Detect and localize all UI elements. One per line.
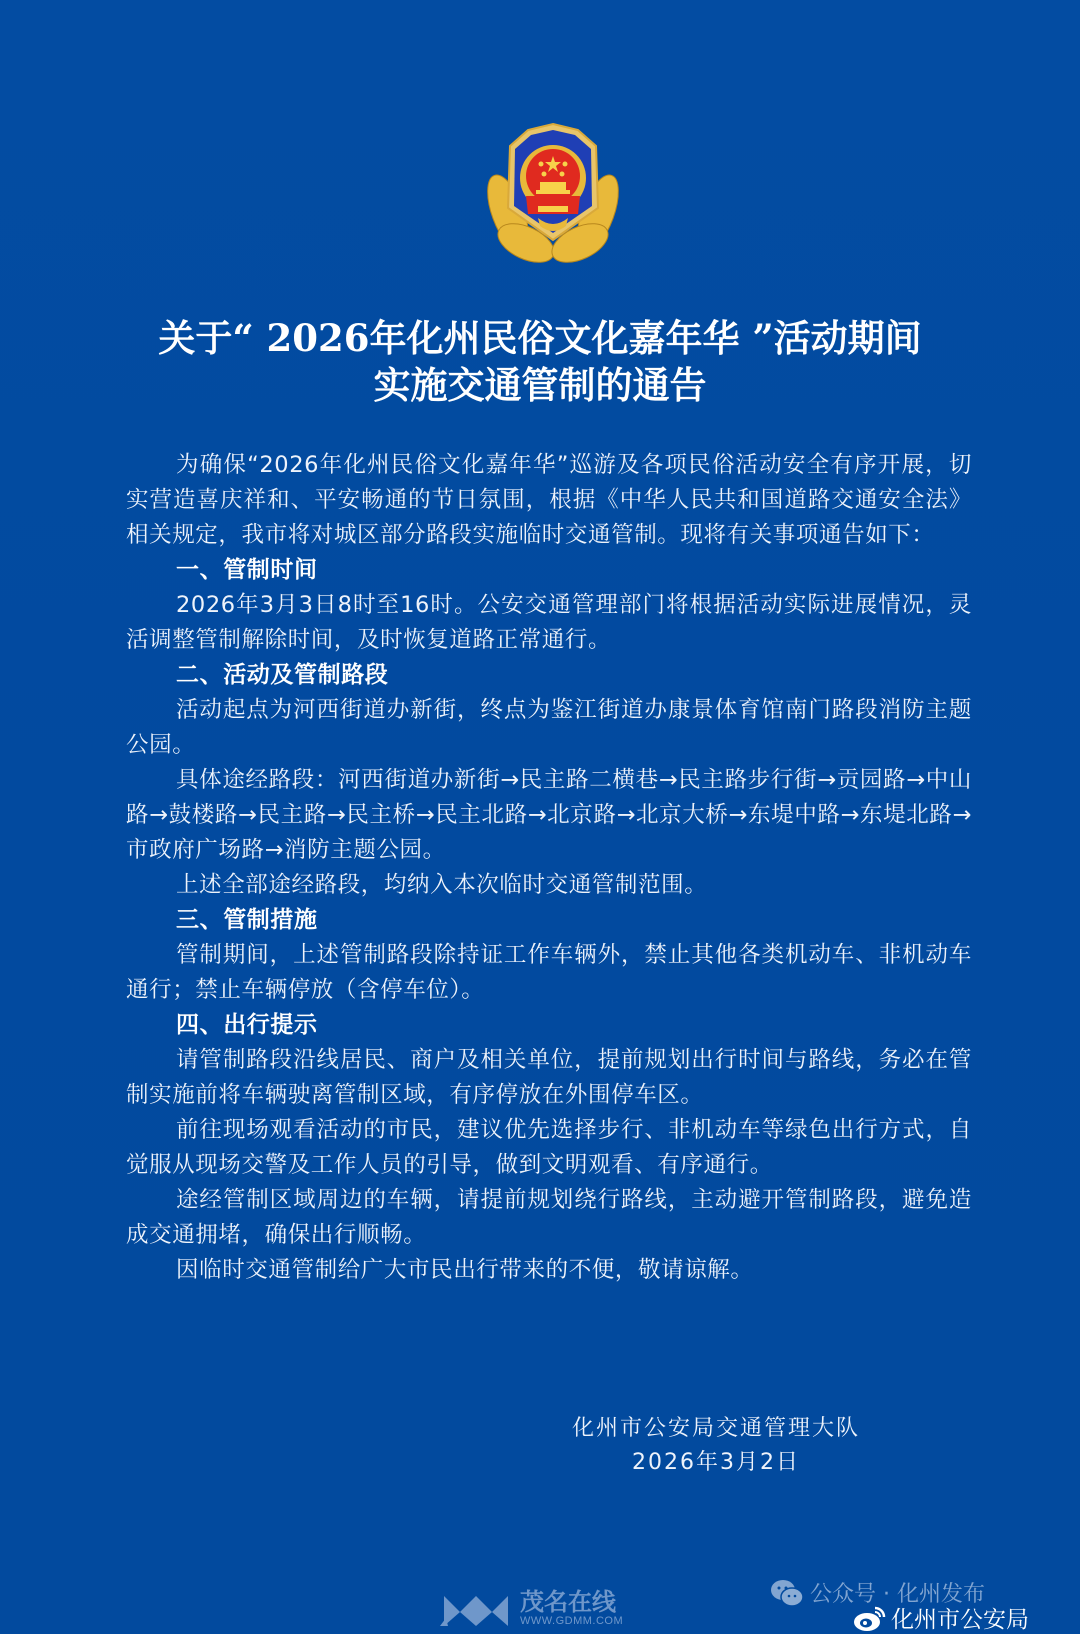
gdmm-logo-icon: [440, 1588, 512, 1628]
police-emblem-icon: [478, 118, 628, 270]
section-heading-tips: 四、出行提示: [176, 1012, 318, 1038]
notice-title-line1: 关于“ 2026年化州民俗文化嘉年华 ”活动期间: [158, 316, 922, 360]
section-paragraph: 因临时交通管制给广大市民出行带来的不便，敬请谅解。: [176, 1257, 754, 1283]
section-paragraph: 上述全部途经路段，均纳入本次临时交通管制范围。: [176, 872, 708, 898]
section-paragraph: 管制期间，上述管制路段除持证工作车辆外，禁止其他各类机动车、非机动车通行；禁止车辆停放（含停车位）。: [126, 942, 972, 1003]
section-paragraph: 途经管制区域周边的车辆，请提前规划绕行路线，主动避开管制路段，避免造成交通拥堵，确保出行顺畅。: [126, 1187, 972, 1248]
intro-paragraph: 为确保“2026年化州民俗文化嘉年华”巡游及各项民俗活动安全有序开展，切实营造喜庆祥和、平安畅通的节日氛围，根据《中华人民共和国道路交通安全法》相关规定，我市将对城区部分路段实施临时交通管制。现将有关事项通告如下：: [126, 452, 972, 548]
gdmm-site-url: WWW.GDMM.COM: [520, 1615, 624, 1627]
section-paragraph: 活动起点为河西街道办新街，终点为鉴江街道办康景体育馆南门路段消防主题公园。: [126, 697, 972, 758]
section-heading-measures: 三、管制措施: [176, 907, 318, 933]
section-paragraph: 具体途经路段：河西街道办新街→民主路二横巷→民主路步行街→贡园路→中山路→鼓楼路→民主路→民主桥→民主北路→北京路→北京大桥→东堤中路→东堤北路→市政府广场路→消防主题公园。: [126, 767, 972, 863]
section-paragraph: 请管制路段沿线居民、商户及相关单位，提前规划出行时间与路线，务必在管制实施前将车辆驶离管制区域，有序停放在外围停车区。: [126, 1047, 972, 1108]
weibo-icon: [853, 1604, 887, 1632]
section-heading-route: 二、活动及管制路段: [176, 662, 389, 688]
section-paragraph: 前往现场观看活动的市民，建议优先选择步行、非机动车等绿色出行方式，自觉服从现场交警及工作人员的引导，做到文明观看、有序通行。: [126, 1117, 972, 1178]
weibo-label: 化州市公安局: [891, 1607, 1029, 1633]
gdmm-watermark: [440, 1588, 623, 1628]
wechat-icon: [770, 1578, 804, 1608]
weibo-watermark: [853, 1601, 1029, 1634]
signature-org: 化州市公安局交通管理大队: [571, 1416, 860, 1441]
section-paragraph: 2026年3月3日8时至16时。公安交通管理部门将根据活动实际进展情况，灵活调整管制解除时间，及时恢复道路正常通行。: [126, 592, 972, 653]
section-heading-time: 一、管制时间: [176, 557, 318, 583]
notice-body: [126, 448, 972, 1288]
signature-date: 2026年3月2日: [632, 1450, 800, 1475]
notice-title-line2: 实施交通管制的通告: [373, 363, 707, 407]
wechat-label: 公众号 · 化州发布: [810, 1582, 985, 1607]
gdmm-site-name: 茂名在线: [520, 1588, 616, 1616]
